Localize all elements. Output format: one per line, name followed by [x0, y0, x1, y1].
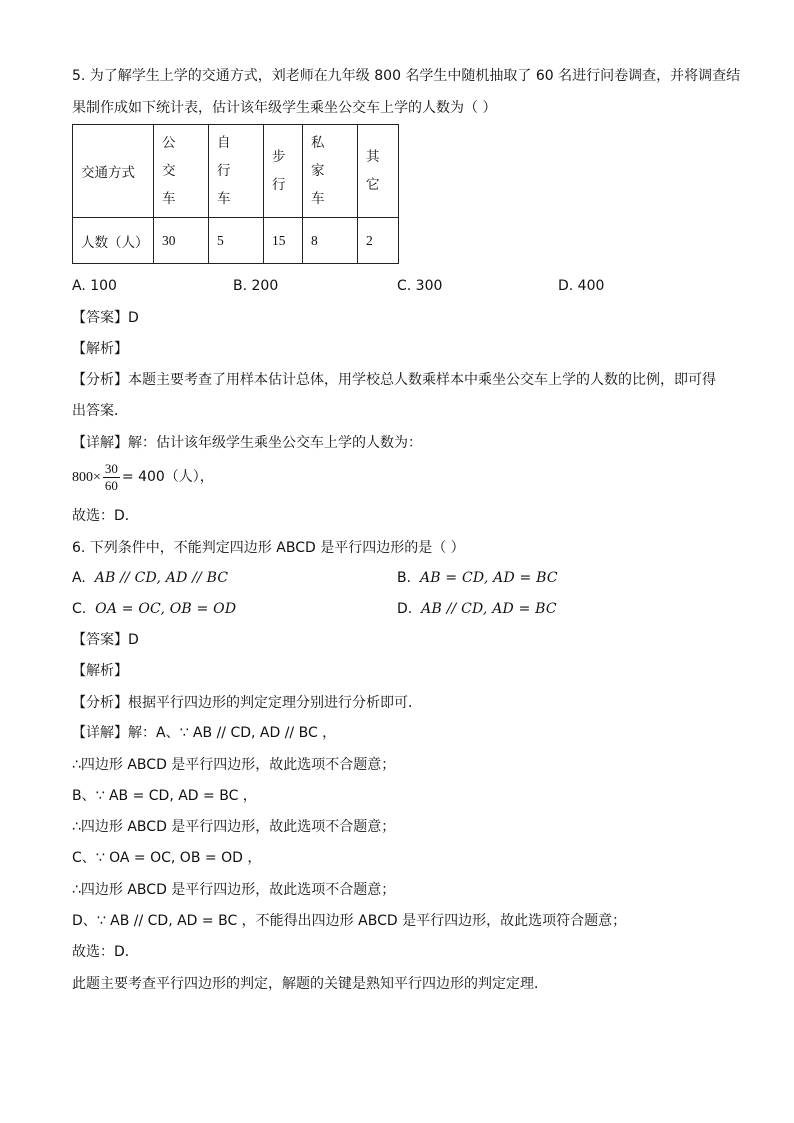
q5-detail: 【详解】解：估计该年级学生乘坐公交车上学的人数为：	[72, 435, 422, 451]
q5-option-d: D. 400	[558, 278, 605, 294]
calc-suffix: = 400（人），	[121, 469, 214, 485]
q6-option-b: B. AB = CD, AD = BC	[397, 570, 558, 586]
q5-stem-line-1: 5. 为了解学生上学的交通方式，刘老师在九年级 800 名学生中随机抽取了 60 名进行问卷调查，并将调查结	[72, 68, 741, 84]
table-row-label: 人数（人）	[73, 218, 154, 264]
q6-detail-line: B、∵ AB = CD, AD = BC ，	[72, 788, 257, 804]
table-cell: 8	[303, 218, 358, 264]
table-row	[73, 125, 399, 218]
table-header-cell: 自行车	[209, 125, 264, 218]
table-header-cell: 公交车	[154, 125, 209, 218]
q5-calculation	[72, 460, 214, 495]
q6-detail-line: ∴四边形 ABCD 是平行四边形，故此选项不合题意；	[72, 757, 396, 773]
q5-option-a: A. 100	[72, 278, 117, 294]
q5-option-c: C. 300	[397, 278, 443, 294]
table-cell: 15	[264, 218, 303, 264]
table-row	[73, 218, 399, 264]
calc-prefix: 800×	[72, 470, 101, 485]
table-cell: 30	[154, 218, 209, 264]
calc-fraction	[103, 461, 120, 494]
q5-stem-line-2: 果制作成如下统计表，估计该年级学生乘坐公交车上学的人数为（ ）	[72, 100, 497, 116]
q6-option-d: D. AB // CD, AD = BC	[397, 601, 557, 617]
q6-stem: 6. 下列条件中，不能判定四边形 ABCD 是平行四边形的是（ ）	[72, 540, 465, 556]
q6-detail-line: 【详解】解：A、∵ AB // CD, AD // BC ，	[72, 725, 337, 741]
table-header-cell: 其它	[358, 125, 399, 218]
table-header-cell: 步行	[264, 125, 303, 218]
q6-detail-line: C、∵ OA = OC, OB = OD ，	[72, 850, 262, 866]
q5-fenxi-line-1: 【分析】本题主要考查了用样本估计总体，用学校总人数乘样本中乘坐公交车上学的人数的比例，即可得	[72, 372, 716, 388]
table-header-label: 交通方式	[73, 125, 154, 218]
table-header-cell: 私家车	[303, 125, 358, 218]
q6-option-c: C. OA = OC, OB = OD	[72, 601, 237, 617]
q5-option-b: B. 200	[233, 278, 279, 294]
q6-summary: 此题主要考查平行四边形的判定，解题的关键是熟知平行四边形的判定定理．	[72, 976, 548, 992]
table-cell: 5	[209, 218, 264, 264]
q6-answer: 【答案】D	[72, 632, 139, 648]
q6-detail-line: ∴四边形 ABCD 是平行四边形，故此选项不合题意；	[72, 882, 396, 898]
q5-conclusion: 故选：D．	[72, 508, 139, 524]
q5-fenxi-line-2: 出答案．	[72, 403, 128, 419]
calc-denominator: 60	[104, 477, 118, 493]
calc-numerator: 30	[104, 460, 118, 476]
q6-detail-line: ∴四边形 ABCD 是平行四边形，故此选项不合题意；	[72, 819, 396, 835]
q6-conclusion: 故选：D．	[72, 944, 139, 960]
q6-analysis-heading: 【解析】	[72, 663, 128, 679]
q6-option-a: A. AB // CD, AD // BC	[72, 570, 229, 586]
q6-detail-line: D、∵ AB // CD, AD = BC ，不能得出四边形 ABCD 是平行四边形，故此选项符合题意；	[72, 913, 627, 929]
q5-answer: 【答案】D	[72, 310, 139, 326]
table-cell: 2	[358, 218, 399, 264]
q6-fenxi: 【分析】根据平行四边形的判定定理分别进行分析即可．	[72, 695, 422, 711]
q5-analysis-heading: 【解析】	[72, 341, 128, 357]
survey-table	[72, 124, 399, 264]
